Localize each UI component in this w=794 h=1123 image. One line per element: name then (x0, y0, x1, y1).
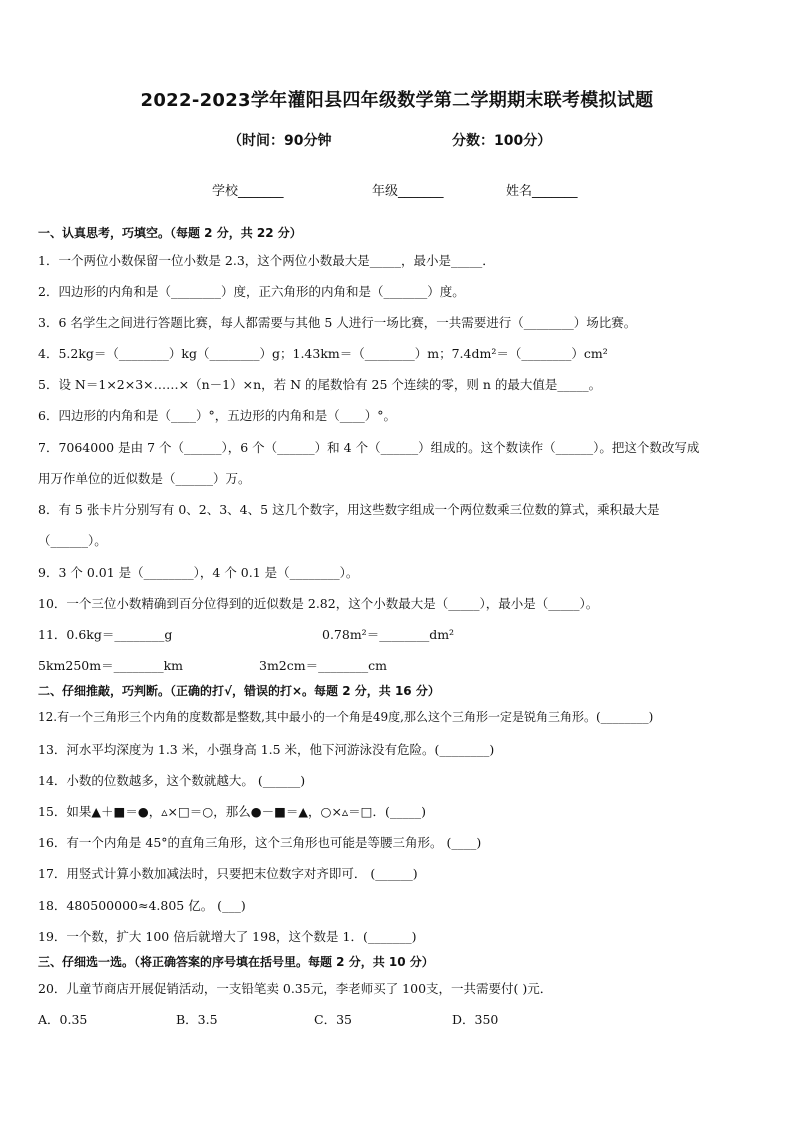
total-score: 分数：100分） (452, 133, 552, 149)
question-20: 20．儿童节商店开展促销活动，一支铅笔卖 0.35元，李老师买了 100支，一共需要付( )元． (38, 981, 553, 996)
section-heading: 一、认真思考，巧填空。（每题 2 分，共 22 分） (38, 226, 302, 240)
time-limit: （时间：90分钟 (228, 133, 332, 149)
question-4: 4．5.2kg＝（________）kg（________）g；1.43km＝（________）m；7.4dm²＝（________）cm² (38, 346, 608, 361)
question-10: 10．一个三位小数精确到百分位得到的近似数是 2.82，这个小数最大是（_____），最小是（_____）。 (38, 596, 599, 611)
question-8: 8．有 5 张卡片分别写有 0、2、3、4、5 这几个数字，用这些数字组成一个两位数乘三位数的算式，乘积最大是 (38, 502, 660, 517)
question-18: 18．480500000≈4.805 亿。 (___) (38, 898, 246, 913)
question-9: 9．3 个 0.01 是（________），4 个 0.1 是（________）。 (38, 565, 359, 580)
question-17: 17．用竖式计算小数加减法时，只要把末位数字对齐即可． (______) (38, 866, 418, 881)
question-11-c: 5km250m＝________km (38, 658, 184, 673)
question-13: 13．河水平均深度为 1.3 米，小强身高 1.5 米，他下河游泳没有危险。(________) (38, 742, 495, 757)
grade-field: 年级_______ (372, 184, 444, 199)
question-14: 14．小数的位数越多，这个数就越大。 (______) (38, 773, 306, 788)
section-heading: 三、仔细选一选。（将正确答案的序号填在括号里。每题 2 分，共 10 分） (38, 955, 434, 969)
question-6: 6．四边形的内角和是（____）°，五边形的内角和是（____）°。 (38, 408, 396, 423)
question-1: 1．一个两位小数保留一位小数是 2.3，这个两位小数最大是_____，最小是_____． (38, 253, 495, 268)
question-11-a: 11．0.6kg＝________g (38, 627, 173, 642)
question-3: 3．6 名学生之间进行答题比赛，每人都需要与其他 5 人进行一场比赛，一共需要进行（________）场比赛。 (38, 315, 637, 330)
question-5: 5．设 N＝1×2×3×……×（n－1）×n，若 N 的尾数恰有 25 个连续的零，则 n 的最大值是_____。 (38, 377, 602, 392)
question-19: 19．一个数，扩大 100 倍后就增大了 198，这个数是 1．(_______) (38, 929, 417, 944)
question-11-b: 0.78m²＝________dm² (322, 627, 455, 642)
question-16: 16．有一个内角是 45°的直角三角形，这个三角形也可能是等腰三角形。 (____) (38, 835, 482, 850)
name-field: 姓名_______ (506, 184, 578, 199)
question-7: 7．7064000 是由 7 个（______），6 个（______）和 4 个（______）组成的。这个数读作（______）。把这个数改写成 (38, 440, 700, 455)
question-15: 15．如果▲＋■＝●，▵×□＝○，那么●－■＝▲，○×▵＝□．(_____) (38, 804, 427, 819)
option-b: B．3.5 (176, 1012, 218, 1027)
question-2: 2．四边形的内角和是（________）度，正六角形的内角和是（_______）度。 (38, 284, 465, 299)
section-heading: 二、仔细推敲，巧判断。（正确的打√，错误的打×。每题 2 分，共 16 分） (38, 684, 440, 698)
option-c: C．35 (314, 1012, 352, 1027)
school-field: 学校_______ (212, 184, 284, 199)
question-8-cont: （______）。 (38, 533, 107, 548)
page-title: 2022-2023学年灌阳县四年级数学第二学期期末联考模拟试题 (140, 90, 654, 111)
option-d: D．350 (452, 1012, 499, 1027)
question-12: 12.有一个三角形三个内角的度数都是整数,其中最小的一个角是49度,那么这个三角形一定是锐角三角形。(________) (38, 710, 654, 724)
question-7-cont: 用万作单位的近似数是（______）万。 (38, 471, 251, 486)
question-11-d: 3m2cm＝________cm (259, 658, 387, 673)
option-a: A．0.35 (38, 1012, 88, 1027)
